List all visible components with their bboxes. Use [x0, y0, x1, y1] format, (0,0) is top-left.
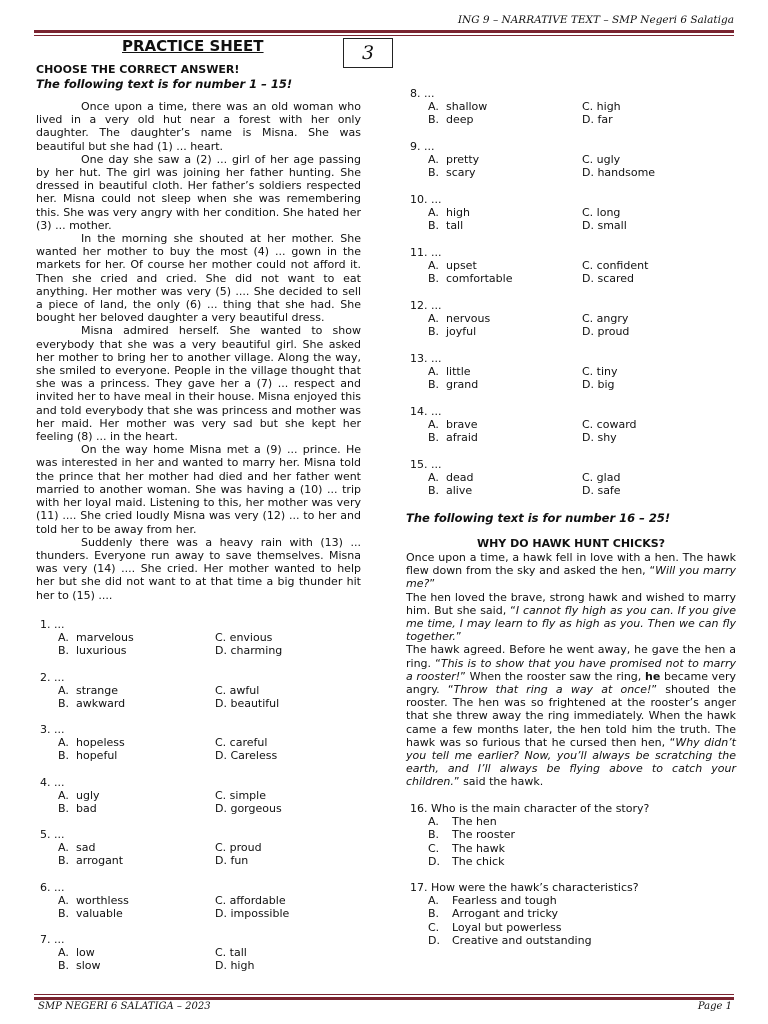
text-run: ” When the rooster saw the ring, [460, 669, 645, 683]
option-letter: B. [58, 959, 70, 973]
story1-text [36, 100, 361, 602]
question-block [40, 618, 282, 658]
story2-title: WHY DO HAWK HUNT CHICKS? [476, 537, 666, 550]
option-b[interactable] [410, 828, 649, 841]
option-d[interactable]: D. Careless [215, 749, 278, 763]
option-letter: B. [428, 484, 440, 498]
question-17 [410, 881, 639, 947]
option-a[interactable]: strange [76, 683, 119, 697]
option-letter: B. [58, 854, 70, 868]
option-text: The chick [452, 854, 505, 868]
option-d[interactable]: D. impossible [215, 906, 290, 920]
option-letter: B. [428, 166, 440, 180]
option-c[interactable]: C. tall [215, 946, 247, 960]
option-c[interactable] [410, 921, 639, 934]
option-d[interactable]: D. handsome [582, 166, 656, 180]
question-number: 12. ... [410, 299, 442, 312]
option-letter: B. [58, 696, 70, 710]
option-a[interactable]: pretty [446, 153, 480, 167]
section2-label: The following text is for number 16 – 25! [406, 511, 671, 525]
option-b[interactable]: luxurious [76, 644, 127, 658]
option-c[interactable]: C. envious [215, 631, 273, 645]
option-d[interactable]: D. far [582, 113, 613, 127]
instruction: CHOOSE THE CORRECT ANSWER! [36, 63, 240, 76]
question-number: 15. ... [410, 458, 442, 471]
sheet-number-box: 3 [343, 38, 393, 68]
option-c[interactable]: C. angry [582, 312, 629, 326]
option-d[interactable]: D. gorgeous [215, 801, 282, 815]
header-rule-thin [34, 35, 734, 36]
text-run-italic: I cannot fly high as you can. If you give me time, I may learn to fly as high as you. Then we can fly together. [406, 603, 737, 644]
option-letter: B. [58, 801, 70, 815]
option-letter: B. [428, 325, 440, 339]
option-a[interactable]: high [446, 206, 470, 220]
question-block [410, 246, 648, 286]
text-run: The hen loved the brave, strong hawk and wished to marry him. But she said, “ [406, 590, 736, 617]
text-run-italic: Why didn’t you tell me earlier? Now, you’ll always be scratching the earth, and I’ll always be flying above to catch your children. [406, 735, 736, 789]
option-c[interactable] [410, 842, 649, 855]
question-text: 17. How were the hawk’s characteristics? [410, 881, 639, 894]
option-b[interactable]: scary [446, 166, 476, 180]
option-d[interactable]: D. fun [215, 854, 249, 868]
option-letter: A. [428, 815, 439, 829]
question-block [410, 405, 637, 445]
option-letter: B. [428, 113, 440, 127]
option-b[interactable]: slow [76, 959, 101, 973]
option-c[interactable]: C. awful [215, 683, 260, 697]
option-letter: C. [428, 841, 440, 855]
option-text: The rooster [452, 828, 516, 842]
option-b[interactable]: alive [446, 484, 473, 498]
story1-paragraph: Misna admired herself. She wanted to show everybody that she was a very beautiful girl. She asked her mother to bring her to another village. Along the way, she smiled to everyone. People in the village thought that she was a princess. They gave her a (7) ... respect and invited her to have meal in their house. Misna enjoyed this and told everybody that she was princess and mother was her maid. Her mother was very sad but she kept her feeling (8) ... in the heart. [36, 324, 361, 444]
question-block [410, 193, 627, 233]
option-d[interactable]: D. charming [215, 644, 283, 658]
question-block [410, 299, 629, 339]
footer-page: Page 1 [697, 1001, 732, 1012]
option-a[interactable]: upset [446, 259, 477, 273]
option-letter: A. [428, 259, 439, 273]
footer-rule-thin [34, 994, 734, 995]
option-a[interactable]: hopeless [76, 736, 125, 750]
option-d[interactable] [410, 855, 649, 868]
option-a[interactable]: marvelous [76, 631, 134, 645]
story2-paragraph [406, 551, 736, 591]
option-b[interactable]: tall [446, 219, 464, 233]
option-b[interactable]: awkward [76, 696, 126, 710]
option-letter: A. [428, 365, 439, 379]
question-block [40, 828, 262, 868]
option-c[interactable]: C. tiny [582, 365, 618, 379]
question-block [40, 671, 279, 711]
question-number: 5. ... [40, 828, 65, 841]
question-16 [410, 802, 649, 868]
text-run: ” [455, 630, 462, 644]
option-c[interactable]: C. ugly [582, 153, 621, 167]
text-run: Once upon a time, a hawk fell in love with a hen. The hawk flew down from the sky and asked the hen, “ [406, 551, 736, 578]
option-a[interactable] [410, 815, 649, 828]
option-a[interactable]: little [446, 365, 471, 379]
option-b[interactable] [410, 907, 639, 920]
text-run: The hawk agreed. Before he went away, he gave the hen a ring. “ [406, 643, 736, 670]
question-block [410, 352, 618, 392]
option-b[interactable]: arrogant [76, 854, 124, 868]
option-letter: A. [428, 153, 439, 167]
option-a[interactable]: shallow [446, 100, 488, 114]
option-letter: A. [58, 946, 69, 960]
page-header: ING 9 – NARRATIVE TEXT – SMP Negeri 6 Salatiga [457, 14, 734, 26]
option-letter: B. [428, 828, 440, 842]
option-d[interactable]: D. proud [582, 325, 630, 339]
question-number: 14. ... [410, 405, 442, 418]
option-c[interactable]: C. long [582, 206, 621, 220]
option-letter: A. [428, 471, 439, 485]
text-run-italic: Throw that ring a way at once! [453, 683, 652, 697]
option-letter: A. [428, 418, 439, 432]
option-c[interactable]: C. glad [582, 471, 621, 485]
text-run: became very angry. “ [406, 669, 736, 697]
question-block [40, 933, 254, 973]
option-letter: A. [428, 100, 439, 114]
story1-paragraph: In the morning she shouted at her mother. She wanted her mother to buy the most (4) ... gown in the markets for her. Of course her mother could not afford it. Then she cried and cried. She did not want to eat anything. Her mother was very (5) .... She decided to sell a piece of land, the only (6) ... thing that she had. She bought her beloved daughter a very beautiful dress. [36, 232, 361, 325]
question-number: 11. ... [410, 246, 442, 259]
option-letter: B. [58, 644, 70, 658]
option-text: Arrogant and tricky [452, 907, 558, 921]
text-run: ” shouted the rooster. The hen was so frightened at the rooster’s anger that she threw away the ring immediately. When the hawk came a few months later, the hen told him the truth. The hawk was so furious that he cursed then hen, “ [406, 683, 737, 749]
story1-paragraph: On the way home Misna met a (9) ... prince. He was interested in her and wanted to marry her. Misna told the prince that her mother had died and her father went married to another woman. She was having a (10) ... trip with her loyal maid. Listening to this, her mother was very (11) .... She cried loudly Misna was very (12) ... to her and told her to be away from her. [36, 443, 361, 536]
option-d[interactable]: D. beautiful [215, 696, 280, 710]
question-number: 6. ... [40, 880, 65, 894]
option-d[interactable]: D. scared [582, 272, 635, 286]
question-number: 13. ... [410, 352, 442, 365]
option-d[interactable]: D. small [582, 219, 627, 233]
option-a[interactable]: nervous [446, 312, 491, 326]
footer-school: SMP NEGERI 6 SALATIGA – 2023 [38, 1001, 211, 1012]
story1-paragraph: Suddenly there was a heavy rain with (13) ... thunders. Everyone run away to save themselves. Misna was very (14) .... She cried. Her mother wanted to help her but she did not want to at that time a big thunder hit her to (15) .... [36, 535, 361, 602]
story1-paragraph: One day she saw a (2) ... girl of her age passing by her hut. The girl was joining her father hunting. She dressed in beautiful cloth. Her father’s soldiers respected her. Misna could not sleep when she was remembering this. She was very angry with her condition. She hated her (3) ... mother. [36, 152, 361, 232]
option-c[interactable]: C. careful [215, 736, 268, 750]
question-text: 16. Who is the main character of the story? [410, 802, 650, 815]
option-letter: A. [58, 631, 69, 645]
question-block [410, 458, 621, 498]
option-letter: B. [428, 378, 440, 392]
text-run: ” said the hawk. [453, 775, 544, 789]
question-number: 4. ... [40, 775, 65, 789]
text-run-italic: Will you marry me? [406, 564, 736, 591]
header-rule [34, 30, 734, 33]
option-a[interactable] [410, 894, 639, 907]
option-c[interactable]: C. confident [582, 259, 649, 273]
option-letter: A. [58, 736, 69, 750]
option-text: Creative and outstanding [452, 933, 592, 947]
question-number: 8. ... [410, 87, 435, 100]
footer-rule [34, 997, 734, 1000]
option-letter: B. [58, 749, 70, 763]
option-c[interactable]: C. high [582, 100, 621, 114]
option-letter: A. [58, 841, 69, 855]
option-letter: B. [58, 906, 70, 920]
question-block [40, 776, 282, 816]
option-d[interactable]: D. high [215, 959, 255, 973]
text-run-bold: he [644, 669, 661, 683]
option-d[interactable] [410, 934, 639, 947]
option-b[interactable]: afraid [446, 431, 478, 445]
option-d[interactable]: D. safe [582, 484, 621, 498]
option-d[interactable]: D. shy [582, 431, 617, 445]
question-number: 3. ... [40, 723, 65, 736]
question-block [410, 140, 655, 180]
option-text: Fearless and tough [452, 894, 557, 908]
option-b[interactable]: bad [76, 801, 97, 815]
option-letter: B. [428, 907, 440, 921]
option-text: Loyal but powerless [452, 920, 562, 934]
option-letter: C. [428, 920, 440, 934]
question-number: 9. ... [410, 140, 435, 153]
option-a[interactable]: ugly [76, 788, 100, 802]
option-letter: A. [58, 788, 69, 802]
option-d[interactable]: D. big [582, 378, 615, 392]
option-c[interactable]: C. affordable [215, 893, 286, 907]
story1-paragraph: Once upon a time, there was an old woman who lived in a very old hut near a forest with her only daughter. The daughter’s name is Misna. She was beautiful but she had (1) ... heart. [36, 100, 361, 153]
option-a[interactable]: sad [76, 841, 96, 855]
option-text: The hen [452, 815, 497, 829]
question-number: 1. ... [40, 618, 65, 631]
option-letter: D. [428, 854, 440, 868]
question-number: 2. ... [40, 670, 65, 684]
page-title: PRACTICE SHEET [122, 37, 264, 55]
option-a[interactable]: low [76, 946, 95, 960]
option-letter: A. [58, 683, 69, 697]
option-b[interactable]: joyful [446, 325, 477, 339]
question-number: 10. ... [410, 193, 442, 206]
section1-label: The following text is for number 1 – 15! [36, 77, 293, 91]
option-c[interactable]: C. coward [582, 418, 637, 432]
option-a[interactable]: dead [446, 471, 474, 485]
option-b[interactable]: grand [446, 378, 479, 392]
text-run: ” [429, 577, 436, 591]
option-letter: A. [428, 206, 439, 220]
option-c[interactable]: C. simple [215, 788, 266, 802]
option-letter: A. [428, 312, 439, 326]
option-c[interactable]: C. proud [215, 841, 262, 855]
story2-paragraph [406, 591, 736, 644]
text-run-italic: This is to show that you have promised not to marry a rooster! [406, 656, 736, 683]
option-letter: A. [428, 894, 439, 908]
option-letter: D. [428, 933, 440, 947]
option-b[interactable]: deep [446, 113, 474, 127]
option-letter: A. [58, 893, 69, 907]
question-number: 7. ... [40, 933, 65, 946]
option-b[interactable]: valuable [76, 906, 123, 920]
option-a[interactable]: worthless [76, 893, 129, 907]
option-b[interactable]: comfortable [446, 272, 513, 286]
option-letter: B. [428, 219, 440, 233]
option-b[interactable]: hopeful [76, 749, 118, 763]
question-block [410, 87, 621, 127]
story2-paragraph [406, 643, 736, 788]
story2-text [406, 551, 736, 789]
option-letter: B. [428, 272, 440, 286]
option-a[interactable]: brave [446, 418, 478, 432]
question-block [40, 881, 289, 921]
option-letter: B. [428, 431, 440, 445]
option-text: The hawk [452, 841, 506, 855]
question-block [40, 723, 277, 763]
